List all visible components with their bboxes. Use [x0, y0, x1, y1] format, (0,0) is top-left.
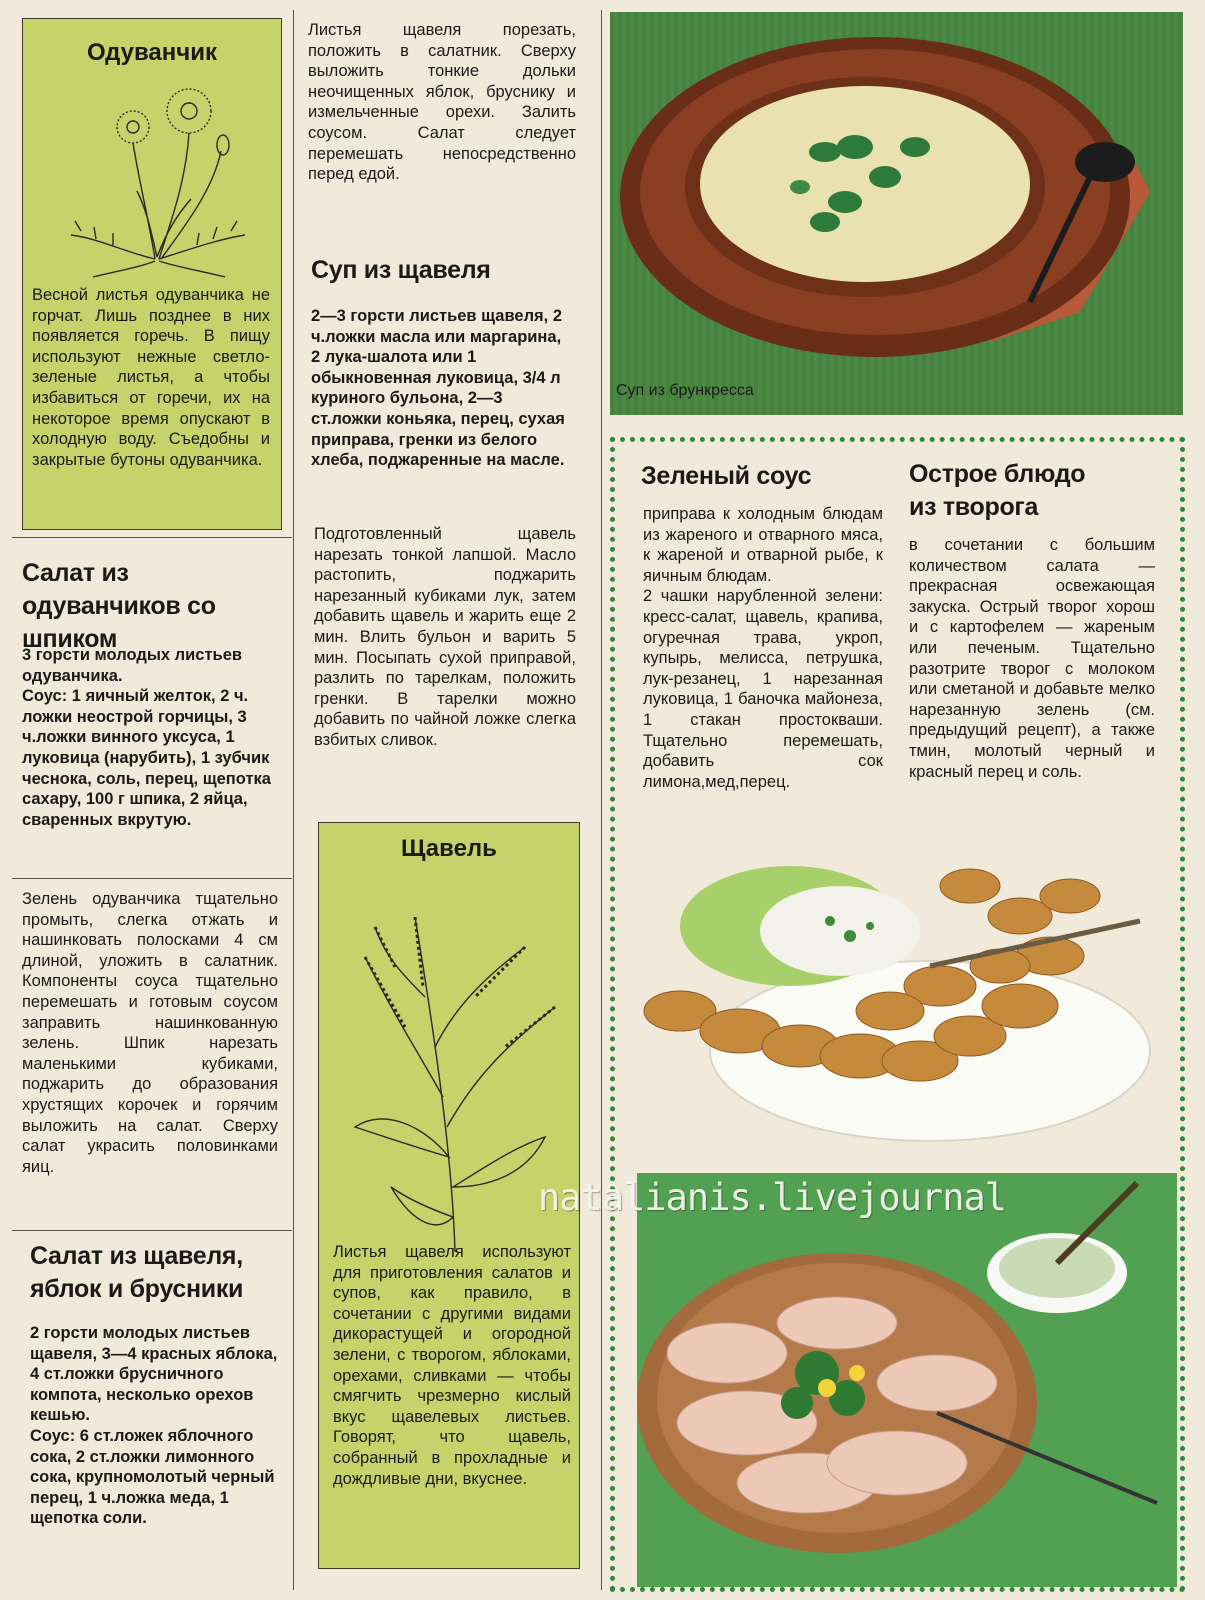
- dandelion-salad-method: Зелень одуванчика тщательно промыть, слегка отжать и нашинковать полосками 4 см длиной, уложить в салатник. Компоненты соуса тщательно перемешать и готовым соусом заправить нашинкованную зелень. Шпик нарезать маленькими кубиками, поджарить до образования хрустящих корочек и горячим выложить на салат. Сверху салат украсить половинками яиц.: [22, 890, 278, 1176]
- curd-dish-text: в сочетании с большим количеством салата — прекрасная освежающая закуска. Острый творог хорош и с картофелем — жареным или печеным. Тщательно разотрите творог с молоком или сметаной и добавьте мелко нарезанную зелень (см. предыдущий рецепт), а также тмин, молотый черный и красный перец и соль.: [909, 536, 1155, 781]
- column-rule-2: [601, 10, 602, 1590]
- sorrel-text: Листья щавеля используют для приготовления салатов и супов, как правило, в сочетании с другими видами дикорастущей и огородной зелени, с творогом, яблоками, орехами, сливками — чтобы смягчить чрезмерно кислый вкус щавелевых листьев. Говорят, что щавель, собранный в прохладные и дождливые дни, вкуснее.: [333, 1243, 571, 1488]
- meat-platter-photo: [637, 1173, 1177, 1587]
- sorrel-soup-method: Подготовленный щавель нарезать тонкой лапшой. Масло растопить, поджарить нарезанный кубиками лук, затем добавить щавель и жарить еще 2 мин. Влить бульон и варить 5 мин. Посыпать сухой приправой, разлить по тарелкам, положить гренки. В тарелки можно добавить по чайной ложке слегка взбитых сливок.: [314, 525, 576, 749]
- row-rule-left-2: [12, 878, 292, 879]
- soup-photo-caption: Суп из брункресса: [616, 382, 754, 399]
- sorrel-salad-ingredients: 2 горсти молодых листьев щавеля, 3—4 красных яблока, 4 ст.ложки брусничного компота, несколько орехов кешью. Соус: 6 ст.ложек яблочного сока, 2 ст.ложки лимонного сока, крупномолотый черный перец, 1 ч.ложка меда, 1 щепотка соли.: [30, 1324, 278, 1528]
- row-rule-left-3: [12, 1230, 292, 1231]
- row-rule-left-1: [12, 537, 292, 538]
- green-sauce-title: Зеленый соус: [641, 462, 812, 490]
- watermark: natalianis.livejournal: [538, 1176, 1007, 1219]
- green-sauce-text: приправа к холодным блюдам из жареного и отварного мяса, к жареной и отварной рыбе, к яичным блюдам. 2 чашки нарубленной зелени: кресс-салат, щавель, крапива, огуречная трава, укроп, купырь, мелисса, петрушка, лук-резанец, 1 нарезанная луковица, 1 баночка майонеза, 1 стакан простокваши. Тщательно перемешать, добавить сок лимона,мед,перец.: [643, 505, 883, 791]
- sorrel-title: Щавель: [401, 835, 497, 862]
- dandelion-illustration-icon: [41, 81, 261, 281]
- sorrel-soup-title: Суп из щавеля: [311, 256, 491, 284]
- dandelion-salad-ingredients: 3 горсти молодых листьев одуванчика. Соус: 1 яичный желток, 2 ч. ложки неострой горчицы, 3 ч.ложки винного уксуса, 1 луковица (нарубить), 1 зубчик чеснока, соль, перец, щепотка сахару, 100 г шпика, 2 яйца, сваренных вкрутую.: [22, 646, 271, 829]
- sorrel-salad-title: Салат из щавеля, яблок и брусники: [30, 1242, 244, 1303]
- column-rule-1: [293, 10, 294, 1590]
- dandelion-text: Весной листья одуванчика не горчат. Лишь позднее в них появляется горечь. В пищу используют нежные светло-зеленые листья, а чтобы избавиться от горечи, их на некоторое время опускают в холодную воду. Съедобны и закрытые бутоны одуванчика.: [32, 286, 270, 469]
- curd-dish-title: Острое блюдо из творога: [909, 460, 1086, 521]
- dandelion-box: [22, 18, 282, 530]
- dandelion-title: Одуванчик: [87, 39, 217, 66]
- dandelion-salad-title: Салат из одуванчиков со шпиком: [22, 559, 216, 653]
- sorrel-soup-ingredients: 2—3 горсти листьев щавеля, 2 ч.ложки масла или маргарина, 2 лука-шалота или 1 обыкновенная луковица, 3/4 л куриного бульона, 2—3 ст.ложки коньяка, перец, сухая приправа, гренки из белого хлеба, поджаренные на масле.: [311, 307, 565, 470]
- soup-photo: [610, 12, 1183, 415]
- curd-potato-photo: [640, 836, 1180, 1166]
- sorrel-salad-method: Листья щавеля порезать, положить в салатник. Сверху выложить тонкие дольки неочищенных яблок, бруснику и измельченные орехи. Залить соусом. Салат следует перемешать непосредственно перед едой.: [308, 21, 576, 184]
- sorrel-illustration-icon: [335, 897, 565, 1257]
